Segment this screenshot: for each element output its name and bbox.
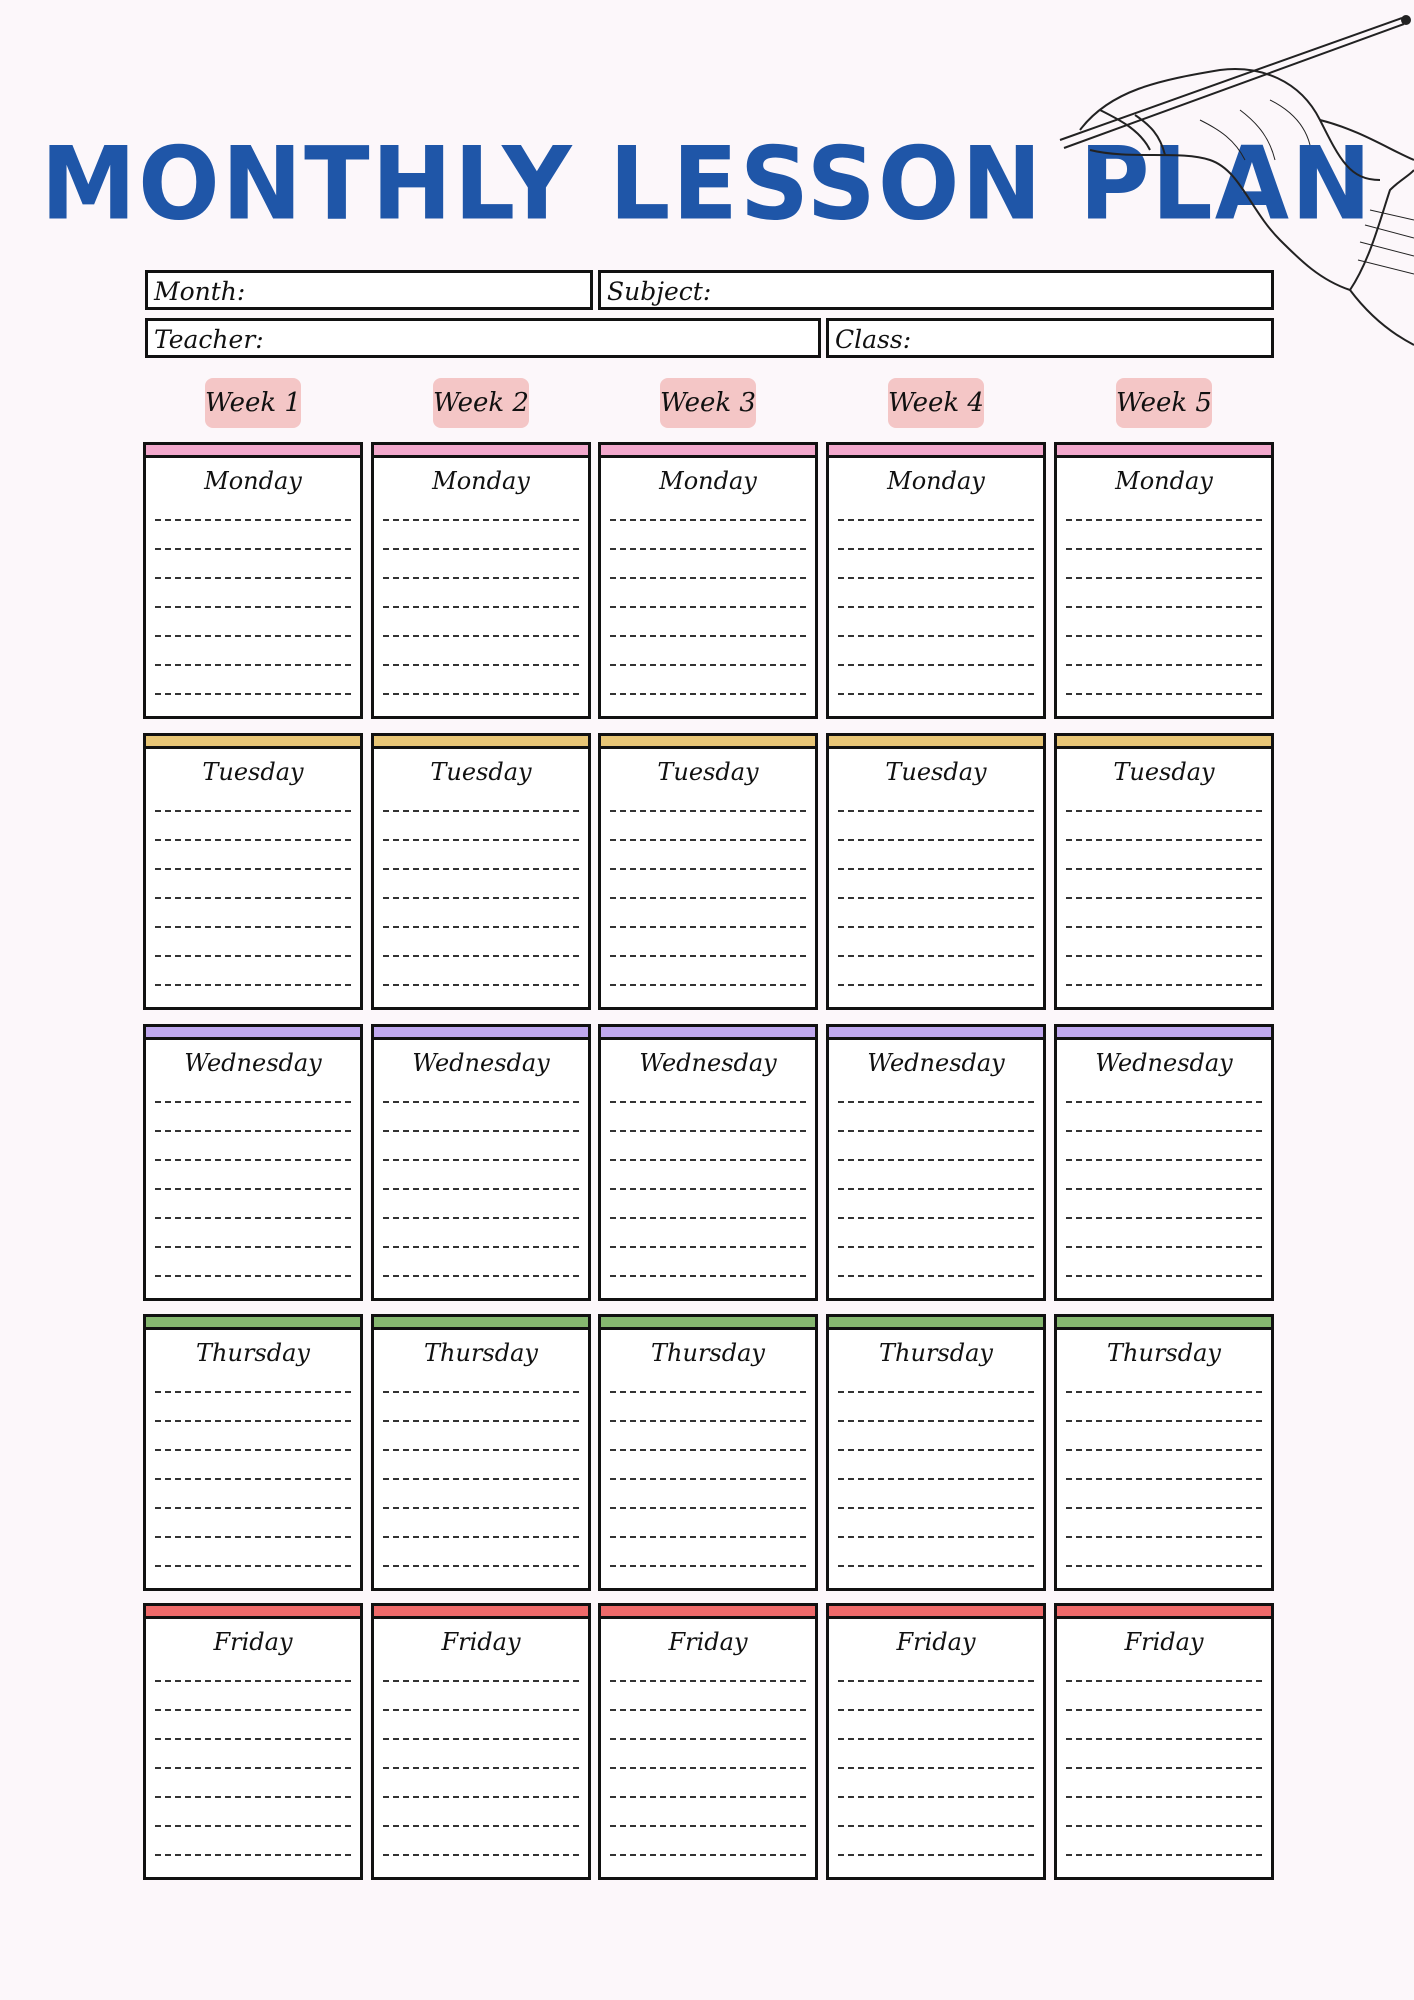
writing-line[interactable] — [1066, 1420, 1262, 1422]
writing-line[interactable] — [383, 1767, 579, 1769]
day-box-monday-week-2[interactable] — [371, 442, 591, 719]
writing-line[interactable] — [838, 577, 1034, 579]
writing-line[interactable] — [610, 1565, 806, 1567]
writing-line[interactable] — [1066, 984, 1262, 986]
writing-line[interactable] — [610, 1391, 806, 1393]
teacher-label: Teacher: — [154, 325, 264, 354]
writing-line[interactable] — [383, 548, 579, 550]
writing-line[interactable] — [383, 1680, 579, 1682]
writing-line[interactable] — [610, 606, 806, 608]
writing-line[interactable] — [155, 1275, 351, 1277]
writing-line[interactable] — [383, 984, 579, 986]
writing-line[interactable] — [383, 1507, 579, 1509]
day-label: Wednesday — [639, 1049, 777, 1077]
day-box-wednesday-week-2[interactable] — [371, 1024, 591, 1301]
writing-line[interactable] — [1066, 1796, 1262, 1798]
writing-line[interactable] — [610, 1130, 806, 1132]
writing-line[interactable] — [610, 1478, 806, 1480]
writing-line[interactable] — [155, 548, 351, 550]
day-box-friday-week-3[interactable] — [598, 1603, 818, 1880]
writing-line[interactable] — [155, 868, 351, 870]
writing-line[interactable] — [383, 664, 579, 666]
page-title: MONTHLY LESSON PLAN — [40, 125, 1374, 243]
day-color-bar — [374, 1606, 588, 1619]
day-color-bar — [374, 736, 588, 749]
writing-line[interactable] — [383, 1536, 579, 1538]
writing-line[interactable] — [838, 1854, 1034, 1856]
writing-line[interactable] — [155, 984, 351, 986]
writing-line[interactable] — [1066, 519, 1262, 521]
day-label: Monday — [887, 467, 985, 495]
writing-line[interactable] — [610, 1246, 806, 1248]
writing-line[interactable] — [383, 839, 579, 841]
day-label: Tuesday — [1113, 758, 1215, 786]
writing-line[interactable] — [610, 1796, 806, 1798]
writing-line[interactable] — [838, 1449, 1034, 1451]
day-box-tuesday-week-3[interactable] — [598, 733, 818, 1010]
writing-line[interactable] — [610, 1854, 806, 1856]
writing-line[interactable] — [383, 577, 579, 579]
writing-line[interactable] — [155, 897, 351, 899]
day-box-friday-week-4[interactable] — [826, 1603, 1046, 1880]
writing-line[interactable] — [838, 810, 1034, 812]
writing-line[interactable] — [838, 1709, 1034, 1711]
writing-line[interactable] — [155, 635, 351, 637]
writing-line[interactable] — [610, 1449, 806, 1451]
day-box-monday-week-1[interactable] — [143, 442, 363, 719]
day-box-monday-week-3[interactable] — [598, 442, 818, 719]
writing-line[interactable] — [838, 984, 1034, 986]
writing-line[interactable] — [1066, 548, 1262, 550]
day-box-monday-week-5[interactable] — [1054, 442, 1274, 719]
day-box-tuesday-week-1[interactable] — [143, 733, 363, 1010]
day-label: Wednesday — [1095, 1049, 1233, 1077]
writing-line[interactable] — [838, 1217, 1034, 1219]
writing-line[interactable] — [1066, 664, 1262, 666]
writing-line[interactable] — [610, 984, 806, 986]
writing-line[interactable] — [155, 839, 351, 841]
writing-line[interactable] — [838, 1767, 1034, 1769]
day-box-wednesday-week-5[interactable] — [1054, 1024, 1274, 1301]
day-color-bar — [1057, 736, 1271, 749]
writing-line[interactable] — [610, 1188, 806, 1190]
writing-line[interactable] — [383, 1188, 579, 1190]
writing-line[interactable] — [155, 1767, 351, 1769]
month-label: Month: — [154, 277, 246, 306]
week-3-badge: Week 3 — [660, 378, 756, 428]
day-color-bar — [829, 1606, 1043, 1619]
day-color-bar — [146, 445, 360, 458]
day-label: Tuesday — [202, 758, 304, 786]
writing-line[interactable] — [383, 693, 579, 695]
writing-line[interactable] — [610, 519, 806, 521]
writing-line[interactable] — [383, 606, 579, 608]
writing-line[interactable] — [610, 1275, 806, 1277]
day-label: Friday — [896, 1628, 976, 1656]
writing-line[interactable] — [838, 1159, 1034, 1161]
teacher-field[interactable] — [145, 318, 821, 358]
writing-line[interactable] — [610, 1420, 806, 1422]
writing-line[interactable] — [610, 548, 806, 550]
writing-line[interactable] — [1066, 1391, 1262, 1393]
day-label: Friday — [1124, 1628, 1204, 1656]
day-color-bar — [374, 1027, 588, 1040]
writing-line[interactable] — [838, 1246, 1034, 1248]
writing-line[interactable] — [1066, 1478, 1262, 1480]
day-label: Thursday — [651, 1339, 765, 1367]
day-box-thursday-week-2[interactable] — [371, 1314, 591, 1591]
day-box-wednesday-week-4[interactable] — [826, 1024, 1046, 1301]
writing-line[interactable] — [1066, 1275, 1262, 1277]
day-box-tuesday-week-5[interactable] — [1054, 733, 1274, 1010]
writing-line[interactable] — [1066, 606, 1262, 608]
subject-field[interactable] — [598, 270, 1274, 310]
writing-line[interactable] — [383, 1854, 579, 1856]
writing-line[interactable] — [610, 577, 806, 579]
day-label: Thursday — [879, 1339, 993, 1367]
writing-line[interactable] — [610, 926, 806, 928]
writing-line[interactable] — [838, 897, 1034, 899]
day-box-thursday-week-5[interactable] — [1054, 1314, 1274, 1591]
writing-line[interactable] — [155, 1507, 351, 1509]
writing-line[interactable] — [838, 955, 1034, 957]
day-label: Monday — [204, 467, 302, 495]
day-color-bar — [1057, 445, 1271, 458]
writing-line[interactable] — [1066, 897, 1262, 899]
writing-line[interactable] — [610, 1767, 806, 1769]
writing-line[interactable] — [155, 810, 351, 812]
writing-line[interactable] — [610, 1101, 806, 1103]
writing-line[interactable] — [610, 664, 806, 666]
writing-line[interactable] — [838, 926, 1034, 928]
day-box-thursday-week-1[interactable] — [143, 1314, 363, 1591]
writing-line[interactable] — [610, 1217, 806, 1219]
writing-line[interactable] — [383, 1796, 579, 1798]
writing-line[interactable] — [383, 1391, 579, 1393]
day-label: Friday — [213, 1628, 293, 1656]
week-2-badge: Week 2 — [433, 378, 529, 428]
writing-line[interactable] — [155, 606, 351, 608]
writing-line[interactable] — [610, 635, 806, 637]
day-color-bar — [601, 1606, 815, 1619]
writing-line[interactable] — [838, 1420, 1034, 1422]
writing-line[interactable] — [1066, 1825, 1262, 1827]
writing-line[interactable] — [383, 1420, 579, 1422]
writing-line[interactable] — [155, 1478, 351, 1480]
day-color-bar — [601, 1027, 815, 1040]
writing-line[interactable] — [383, 1246, 579, 1248]
writing-line[interactable] — [1066, 1159, 1262, 1161]
writing-line[interactable] — [155, 577, 351, 579]
writing-line[interactable] — [1066, 955, 1262, 957]
writing-line[interactable] — [155, 1449, 351, 1451]
writing-line[interactable] — [1066, 1130, 1262, 1132]
day-color-bar — [829, 445, 1043, 458]
day-box-friday-week-5[interactable] — [1054, 1603, 1274, 1880]
class-label: Class: — [835, 325, 912, 354]
writing-line[interactable] — [155, 1188, 351, 1190]
day-label: Wednesday — [412, 1049, 550, 1077]
writing-line[interactable] — [1066, 635, 1262, 637]
writing-line[interactable] — [1066, 868, 1262, 870]
day-color-bar — [146, 1317, 360, 1330]
writing-line[interactable] — [838, 548, 1034, 550]
day-label: Monday — [1115, 467, 1213, 495]
writing-line[interactable] — [610, 1507, 806, 1509]
day-box-wednesday-week-3[interactable] — [598, 1024, 818, 1301]
writing-line[interactable] — [610, 955, 806, 957]
writing-line[interactable] — [155, 1420, 351, 1422]
month-field[interactable] — [145, 270, 593, 310]
day-label: Tuesday — [657, 758, 759, 786]
writing-line[interactable] — [155, 1680, 351, 1682]
writing-line[interactable] — [383, 1449, 579, 1451]
day-color-bar — [374, 1317, 588, 1330]
writing-line[interactable] — [1066, 1709, 1262, 1711]
hand-holding-pen-illustration — [1020, 10, 1414, 370]
writing-line[interactable] — [155, 1101, 351, 1103]
week-4-badge: Week 4 — [888, 378, 984, 428]
writing-line[interactable] — [1066, 1449, 1262, 1451]
day-box-wednesday-week-1[interactable] — [143, 1024, 363, 1301]
day-label: Thursday — [424, 1339, 538, 1367]
writing-line[interactable] — [155, 1825, 351, 1827]
writing-line[interactable] — [1066, 839, 1262, 841]
writing-line[interactable] — [383, 1825, 579, 1827]
writing-line[interactable] — [1066, 1507, 1262, 1509]
writing-line[interactable] — [383, 1275, 579, 1277]
writing-line[interactable] — [610, 1680, 806, 1682]
writing-line[interactable] — [1066, 1188, 1262, 1190]
writing-line[interactable] — [610, 693, 806, 695]
day-label: Tuesday — [430, 758, 532, 786]
writing-line[interactable] — [610, 810, 806, 812]
day-color-bar — [374, 445, 588, 458]
writing-line[interactable] — [155, 519, 351, 521]
writing-line[interactable] — [155, 1709, 351, 1711]
writing-line[interactable] — [155, 1536, 351, 1538]
writing-line[interactable] — [838, 664, 1034, 666]
day-label: Friday — [668, 1628, 748, 1656]
day-color-bar — [601, 445, 815, 458]
day-box-thursday-week-4[interactable] — [826, 1314, 1046, 1591]
writing-line[interactable] — [155, 1796, 351, 1798]
day-color-bar — [1057, 1606, 1271, 1619]
writing-line[interactable] — [610, 1738, 806, 1740]
day-label: Thursday — [196, 1339, 310, 1367]
writing-line[interactable] — [838, 1507, 1034, 1509]
writing-line[interactable] — [155, 693, 351, 695]
writing-line[interactable] — [155, 1246, 351, 1248]
day-color-bar — [146, 1027, 360, 1040]
writing-line[interactable] — [155, 955, 351, 957]
writing-line[interactable] — [383, 1478, 579, 1480]
class-field[interactable] — [826, 318, 1274, 358]
writing-line[interactable] — [155, 1854, 351, 1856]
day-color-bar — [829, 1317, 1043, 1330]
writing-line[interactable] — [155, 1391, 351, 1393]
writing-line[interactable] — [610, 1159, 806, 1161]
writing-line[interactable] — [383, 1709, 579, 1711]
writing-line[interactable] — [1066, 1536, 1262, 1538]
writing-line[interactable] — [610, 1536, 806, 1538]
day-color-bar — [1057, 1027, 1271, 1040]
writing-line[interactable] — [1066, 1767, 1262, 1769]
day-color-bar — [146, 1606, 360, 1619]
day-color-bar — [146, 736, 360, 749]
day-color-bar — [601, 1317, 815, 1330]
writing-line[interactable] — [155, 1159, 351, 1161]
writing-line[interactable] — [1066, 1101, 1262, 1103]
writing-line[interactable] — [1066, 1738, 1262, 1740]
writing-line[interactable] — [838, 1478, 1034, 1480]
writing-line[interactable] — [383, 868, 579, 870]
writing-line[interactable] — [838, 839, 1034, 841]
day-box-friday-week-1[interactable] — [143, 1603, 363, 1880]
day-box-thursday-week-3[interactable] — [598, 1314, 818, 1591]
writing-line[interactable] — [838, 1101, 1034, 1103]
writing-line[interactable] — [838, 1536, 1034, 1538]
day-label: Thursday — [1107, 1339, 1221, 1367]
week-1-badge: Week 1 — [205, 378, 301, 428]
writing-line[interactable] — [383, 926, 579, 928]
writing-line[interactable] — [383, 1217, 579, 1219]
writing-line[interactable] — [155, 664, 351, 666]
week-5-badge: Week 5 — [1116, 378, 1212, 428]
writing-line[interactable] — [155, 926, 351, 928]
day-box-friday-week-2[interactable] — [371, 1603, 591, 1880]
writing-line[interactable] — [610, 1825, 806, 1827]
writing-line[interactable] — [1066, 1680, 1262, 1682]
writing-line[interactable] — [838, 1275, 1034, 1277]
writing-line[interactable] — [383, 1565, 579, 1567]
writing-line[interactable] — [383, 1130, 579, 1132]
writing-line[interactable] — [383, 519, 579, 521]
writing-line[interactable] — [383, 635, 579, 637]
writing-line[interactable] — [155, 1130, 351, 1132]
writing-line[interactable] — [838, 519, 1034, 521]
day-label: Monday — [659, 467, 757, 495]
day-box-tuesday-week-2[interactable] — [371, 733, 591, 1010]
writing-line[interactable] — [1066, 926, 1262, 928]
writing-line[interactable] — [383, 810, 579, 812]
writing-line[interactable] — [838, 1796, 1034, 1798]
day-label: Monday — [432, 467, 530, 495]
writing-line[interactable] — [838, 1680, 1034, 1682]
writing-line[interactable] — [838, 868, 1034, 870]
writing-line[interactable] — [838, 1825, 1034, 1827]
writing-line[interactable] — [155, 1565, 351, 1567]
day-box-tuesday-week-4[interactable] — [826, 733, 1046, 1010]
subject-label: Subject: — [607, 277, 712, 306]
writing-line[interactable] — [838, 1738, 1034, 1740]
writing-line[interactable] — [155, 1738, 351, 1740]
writing-line[interactable] — [838, 693, 1034, 695]
writing-line[interactable] — [1066, 810, 1262, 812]
writing-line[interactable] — [610, 868, 806, 870]
day-color-bar — [601, 736, 815, 749]
day-color-bar — [829, 1027, 1043, 1040]
day-label: Wednesday — [867, 1049, 1005, 1077]
writing-line[interactable] — [838, 1188, 1034, 1190]
writing-line[interactable] — [610, 839, 806, 841]
writing-line[interactable] — [838, 1391, 1034, 1393]
writing-line[interactable] — [610, 1709, 806, 1711]
day-label: Wednesday — [184, 1049, 322, 1077]
writing-line[interactable] — [1066, 693, 1262, 695]
writing-line[interactable] — [838, 635, 1034, 637]
writing-line[interactable] — [383, 1738, 579, 1740]
writing-line[interactable] — [1066, 1565, 1262, 1567]
writing-line[interactable] — [838, 606, 1034, 608]
writing-line[interactable] — [1066, 1246, 1262, 1248]
writing-line[interactable] — [383, 955, 579, 957]
day-label: Friday — [441, 1628, 521, 1656]
writing-line[interactable] — [1066, 577, 1262, 579]
day-box-monday-week-4[interactable] — [826, 442, 1046, 719]
writing-line[interactable] — [155, 1217, 351, 1219]
writing-line[interactable] — [838, 1565, 1034, 1567]
writing-line[interactable] — [383, 1101, 579, 1103]
day-color-bar — [829, 736, 1043, 749]
writing-line[interactable] — [383, 897, 579, 899]
writing-line[interactable] — [838, 1130, 1034, 1132]
day-label: Tuesday — [885, 758, 987, 786]
writing-line[interactable] — [1066, 1854, 1262, 1856]
writing-line[interactable] — [610, 897, 806, 899]
writing-line[interactable] — [1066, 1217, 1262, 1219]
day-color-bar — [1057, 1317, 1271, 1330]
writing-line[interactable] — [383, 1159, 579, 1161]
